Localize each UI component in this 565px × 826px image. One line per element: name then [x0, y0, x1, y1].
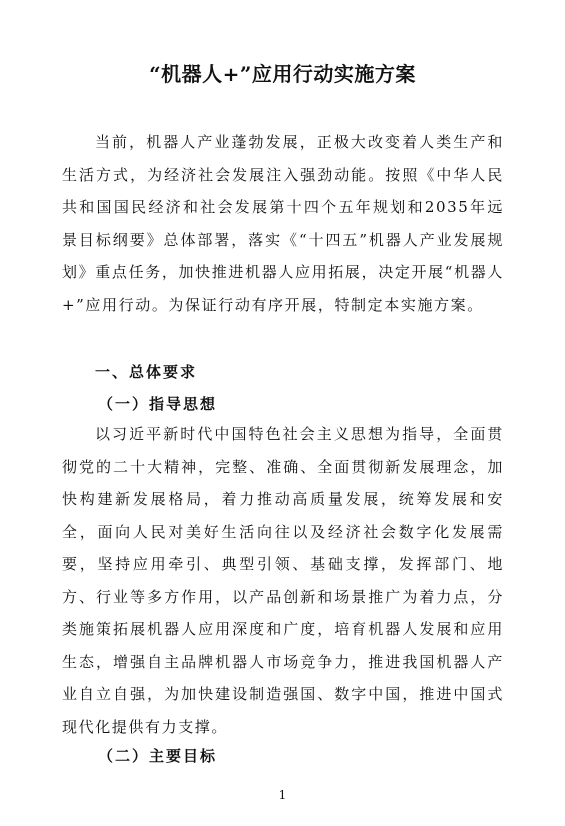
guiding-thought-paragraph: 以习近平新时代中国特色社会主义思想为指导，全面贯彻党的二十大精神，完整、准确、全面贯彻新发展理念，加快构建新发展格局，着力推动高质量发展，统筹发展和安全，面向人民对美好生活向往以及经济社会数字化发展需要，坚持应用牵引、典型引领、基础支撑，发挥部门、地方、行业等多方作用，以产品创新和场景推广为着力点，分类施策拓展机器人应用深度和广度，培育机器人发展和应用生态，增强自主品牌机器人市场竞争力，推进我国机器人产业自立自强，为加快建设制造强国、数字中国，推进中国式现代化提供有力支撑。: [62, 425, 504, 736]
subsection-heading-main-goals: （二）主要目标: [98, 747, 218, 765]
page-number: 1: [278, 788, 287, 802]
document-title: “机器人+”应用行动实施方案: [149, 62, 416, 86]
section-heading-overall-requirements: 一、总体要求: [95, 363, 198, 381]
intro-paragraph: 当前，机器人产业蓬勃发展，正极大改变着人类生产和生活方式，为经济社会发展注入强劲动能。按照《中华人民共和国国民经济和社会发展第十四个五年规划和2035年远景目标纲要》总体部署，落实《“十四五”机器人产业发展规划》重点任务，加快推进机器人应用拓展，决定开展“机器人+”应用行动。为保证行动有序开展，特制定本实施方案。: [62, 133, 504, 314]
subsection-heading-guiding-thought: （一）指导思想: [98, 395, 218, 413]
